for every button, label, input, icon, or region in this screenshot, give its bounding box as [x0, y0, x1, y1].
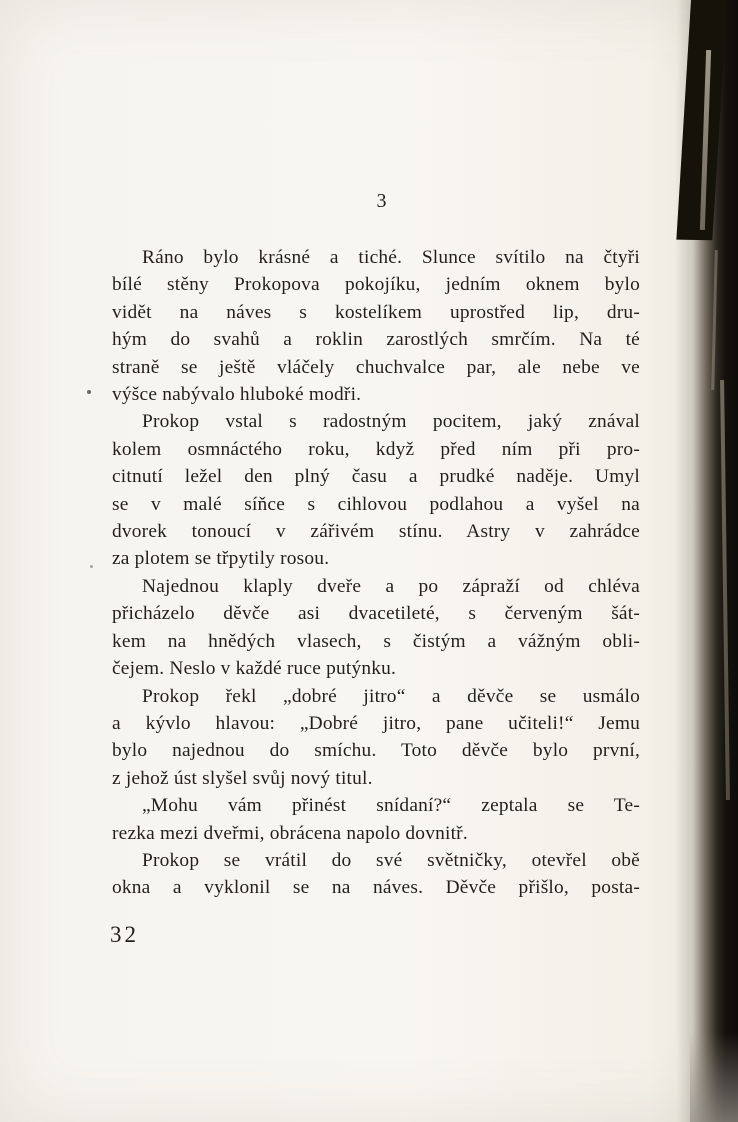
text-line: z jehož úst slyšel svůj nový titul.: [112, 767, 373, 789]
text-line: vidět na náves s kostelíkem uprostřed lip, dru-: [112, 301, 640, 323]
text-line: „Mohu vám přinést snídaní?“ zeptala se Te-: [142, 795, 640, 817]
text-line: a kývlo hlavou: „Dobré jitro, pane učiteli!“ Jemu: [112, 712, 640, 734]
text-block: [112, 244, 640, 902]
text-line: Ráno bylo krásné a tiché. Slunce svítilo na čtyři: [142, 247, 640, 268]
chapter-number: 3: [376, 190, 388, 212]
text-line: bylo najednou do smíchu. Toto děvče bylo první,: [112, 740, 640, 762]
text-line: se v malé síňce s cihlovou podlahou a vyšel na: [112, 493, 640, 515]
text-line: výšce nabývalo hluboké modři.: [112, 384, 362, 406]
text-line: kolem osmnáctého roku, když před ním při pro-: [112, 438, 640, 460]
ink-speck: [90, 565, 93, 568]
text-line: straně se ještě vláčely chuchvalce par, ale nebe ve: [112, 356, 640, 378]
page-edge-bottom-highlight: [690, 1032, 738, 1122]
text-line: Prokop se vrátil do své světničky, otevřel obě: [142, 849, 640, 871]
text-line: Prokop vstal s radostným pocitem, jaký znával: [142, 411, 640, 433]
text-line: rezka mezi dveřmi, obrácena napolo dovnitř.: [112, 822, 468, 844]
text-line: Prokop řekl „dobré jitro“ a děvče se usmálo: [142, 685, 640, 707]
ink-speck: [87, 390, 91, 394]
text-line: hým do svahů a roklin zarostlých smrčím. Na té: [112, 329, 640, 351]
text-line: bílé stěny Prokopova pokojíku, jedním oknem bylo: [112, 274, 640, 296]
text-line: čejem. Neslo v každé ruce putýnku.: [112, 658, 397, 680]
text-line: za plotem se třpytily rosou.: [112, 548, 330, 570]
text-line: přicházelo děvče asi dvacetileté, s červeným šát-: [112, 603, 640, 625]
page-number: 32: [110, 922, 139, 947]
text-line: Najednou klaply dveře a po zápraží od chléva: [142, 575, 640, 597]
text-line: okna a vyklonil se na náves. Děvče přišlo, posta-: [112, 877, 640, 899]
text-line: kem na hnědých vlasech, s čistým a vážným obli-: [112, 630, 640, 652]
text-line: dvorek tonoucí v zářivém stínu. Astry v zahrádce: [112, 521, 640, 543]
text-line: citnutí ležel den plný času a prudké naděje. Umyl: [112, 466, 640, 488]
